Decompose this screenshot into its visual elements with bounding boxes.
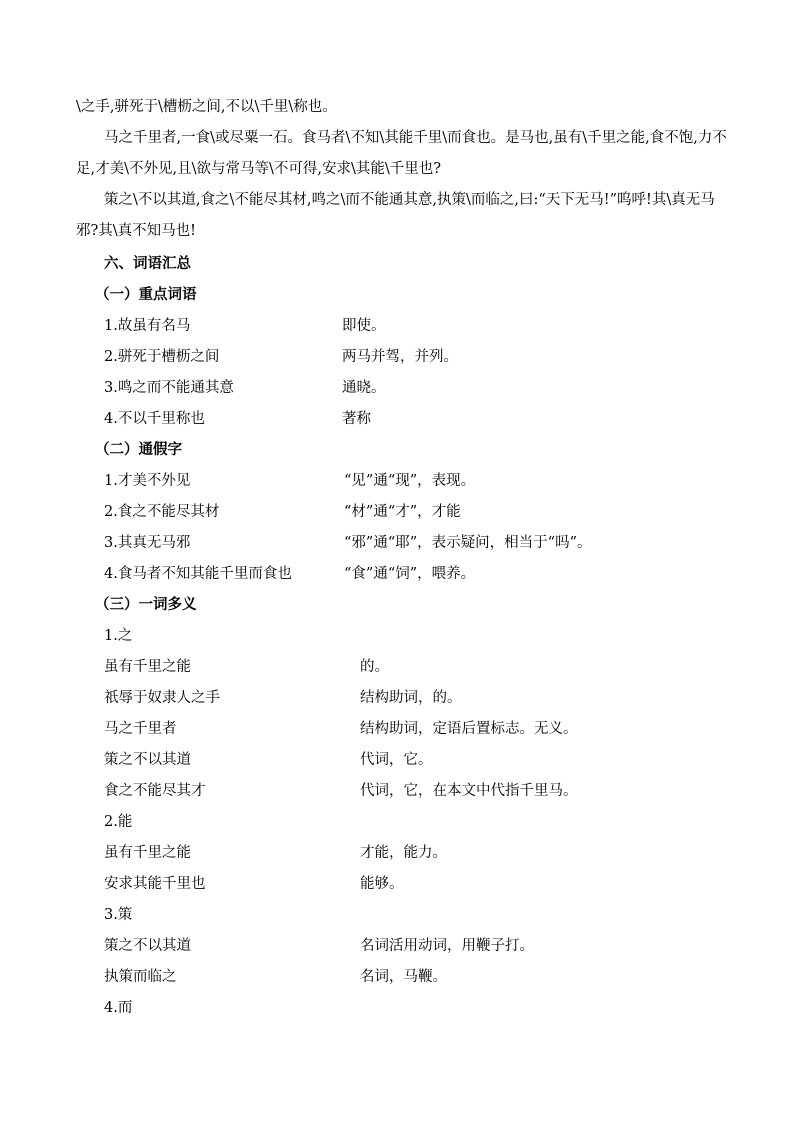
subheading-key-words: （一）重点词语 (95, 286, 197, 303)
polysemy-word: 4.而 (104, 1000, 133, 1016)
text-block (76, 92, 736, 247)
list-item (104, 409, 371, 429)
term: 马之千里者 (104, 721, 177, 737)
term: 祇辱于奴隶人之手 (104, 690, 220, 706)
polysemy-word: 1.之 (104, 628, 133, 644)
meaning: 两马并驾，并列。 (342, 349, 458, 365)
list-item (104, 378, 386, 398)
subheading-polysemy: （三）一词多义 (95, 596, 197, 613)
polysemy-word: 2.能 (104, 814, 133, 830)
subheading-tongjia: （二）通假字 (95, 441, 182, 458)
list-item (104, 719, 578, 739)
list-item (104, 316, 386, 336)
paragraph-2: 马之千里者,一食\或尽粟一石。食马者\不知\其能千里\而食也。是马也,虽有\千里之能,食不饱,力不足,才美\不外见,且\欲与常马等\不可得,安求\其能\千里也? (76, 130, 727, 177)
term: 2.骈死于槽枥之间 (104, 349, 220, 365)
term: 3.其真无马邪 (104, 535, 191, 551)
term: 4.食马者不知其能千里而食也 (104, 566, 292, 582)
section-title: 六、词语汇总 (104, 255, 191, 272)
list-item (104, 936, 534, 956)
list-item (104, 657, 389, 677)
list-item (104, 874, 404, 894)
term: 食之不能尽其才 (104, 783, 206, 799)
term: 安求其能千里也 (104, 876, 206, 892)
list-item (104, 533, 592, 553)
term: 执策而临之 (104, 969, 177, 985)
meaning: 即使。 (342, 318, 386, 334)
list-item (104, 471, 476, 491)
term: 虽有千里之能 (104, 659, 191, 675)
term: 1.故虽有名马 (104, 318, 191, 334)
list-item (104, 967, 447, 987)
list-item (104, 347, 458, 367)
meaning: “食”通“饲”，喂养。 (344, 566, 476, 582)
meaning: “见”通“现”，表现。 (344, 473, 476, 489)
paragraph-3: 策之\不以其道,食之\不能尽其材,鸣之\而不能通其意,执策\而临之,曰:“天下无马!”呜呼!其\真无马邪?其\真不知马也! (76, 192, 715, 239)
meaning: 能够。 (360, 876, 404, 892)
term: 3.鸣之而不能通其意 (104, 380, 234, 396)
list-item (104, 781, 578, 801)
meaning: 才能，能力。 (360, 845, 447, 861)
meaning: 结构助词，的。 (360, 690, 462, 706)
list-item (104, 688, 462, 708)
list-item (104, 564, 476, 584)
meaning: 著称 (342, 411, 371, 427)
list-item (104, 502, 461, 522)
meaning: “邪”通“耶”，表示疑问，相当于“吗”。 (344, 535, 592, 551)
term: 策之不以其道 (104, 752, 191, 768)
meaning: “材”通“才”，才能 (344, 504, 461, 520)
list-item (104, 843, 447, 863)
meaning: 名词活用动词，用鞭子打。 (360, 938, 534, 954)
term: 1.才美不外见 (104, 473, 191, 489)
meaning: 代词，它，在本文中代指千里马。 (360, 783, 578, 799)
polysemy-word: 3.策 (104, 907, 133, 923)
meaning: 结构助词，定语后置标志。无义。 (360, 721, 578, 737)
meaning: 通晓。 (342, 380, 386, 396)
list-item (104, 750, 433, 770)
term: 策之不以其道 (104, 938, 191, 954)
meaning: 代词，它。 (360, 752, 433, 768)
meaning: 的。 (360, 659, 389, 675)
paragraph-1: \之手,骈死于\槽枥之间,不以\千里\称也。 (76, 99, 337, 115)
term: 4.不以千里称也 (104, 411, 205, 427)
meaning: 名词，马鞭。 (360, 969, 447, 985)
term: 虽有千里之能 (104, 845, 191, 861)
term: 2.食之不能尽其材 (104, 504, 220, 520)
